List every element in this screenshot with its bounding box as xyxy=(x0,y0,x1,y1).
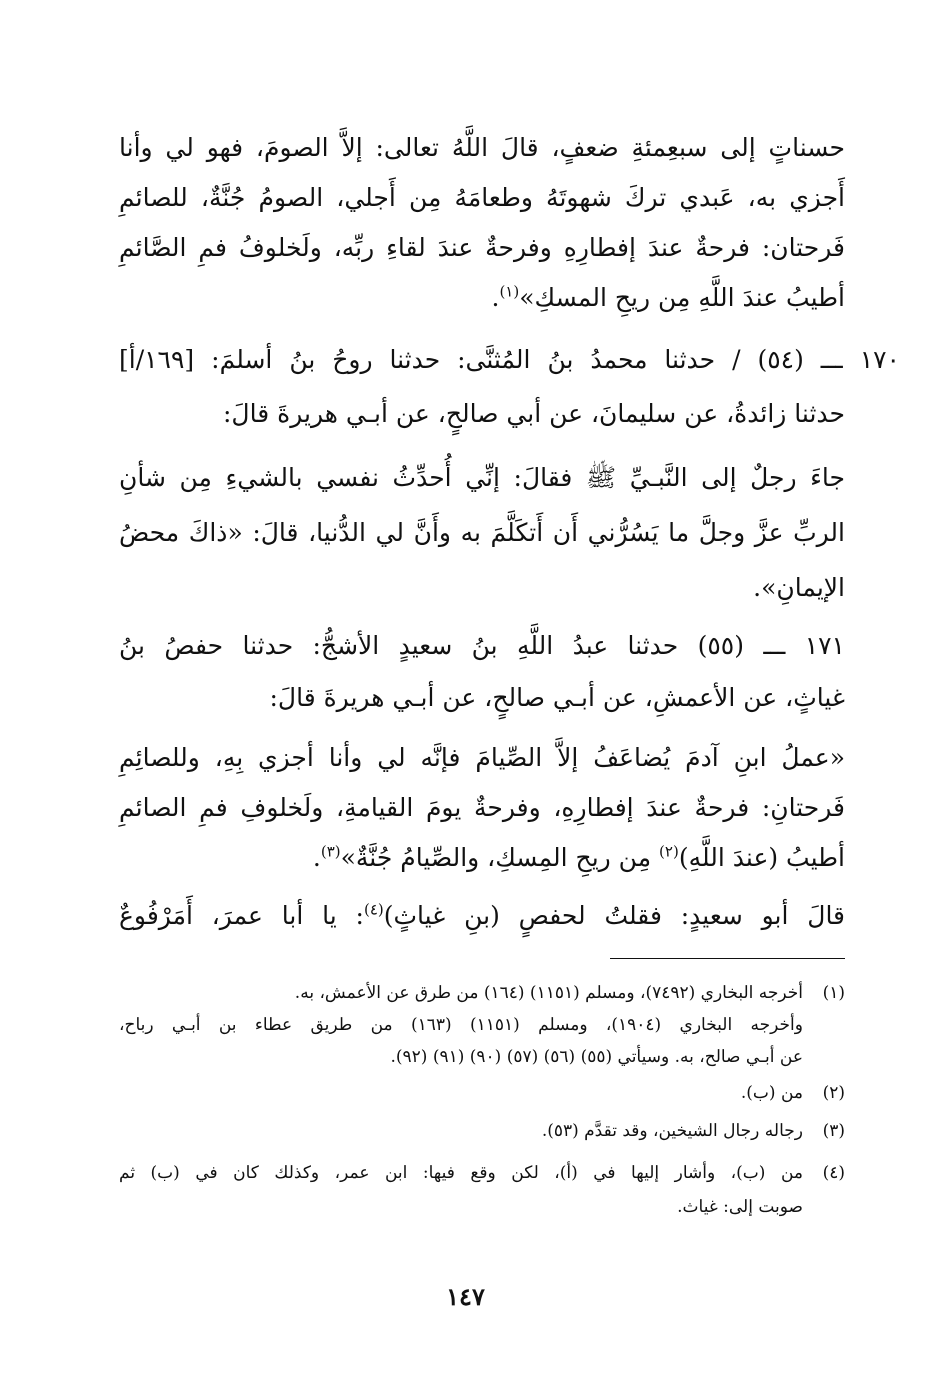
hadith-171-heading: ١٧١ ـــ (٥٥) حدثنا عبدُ اللَّهِ بنُ سعيدٍ الأشجُّ: حدثنا حفصُ بنُ xyxy=(119,631,845,660)
footnote-text: رجاله رجال الشيخين، وقد تقدَّم (٥٣). xyxy=(541,1121,803,1141)
footnote-number: (٤) xyxy=(822,1163,845,1183)
footnote-text: من (ب)، وأشار إليها في (أ)، لكن وقع فيها: ابن عمر، وكذلك كان في (ب) ثم xyxy=(119,1163,803,1183)
text-line: جاءَ رجلٌ إلى النَّبـيِّ ﷺ فقالَ: إنِّي أُحدِّثُ نفسي بالشيءِ مِن شأنِ xyxy=(119,463,845,492)
text-fragment: مِن ريحِ المِسكِ، والصِّيامُ جُنَّةٌ» xyxy=(340,843,660,872)
text-fragment: . xyxy=(312,843,321,872)
footnote-text: عن أبـي صالح، به. وسيأتي (٥٥) (٥٦) (٥٧) (٩٠) (٩١) (٩٢). xyxy=(390,1047,803,1067)
text-line xyxy=(119,838,845,878)
text-fragment: أطيبُ (عندَ اللَّهِ) xyxy=(678,843,845,872)
text-line: «عملُ ابنِ آدمَ يُضاعَفُ إلاَّ الصِّيامَ فإنَّه لي وأنا أجزي بِهِ، وللصائِمِ xyxy=(119,743,845,772)
text-fragment: أطيبُ عندَ اللَّهِ مِن ريحِ المسكِ» xyxy=(519,283,845,312)
text-line: حسناتٍ إلى سبعِمئةِ ضعفٍ، قالَ اللَّهُ تعالى: إلاَّ الصومَ، فهو لي وأنا xyxy=(119,133,845,162)
text-line: أَجزي به، عَبدي تركَ شهوتَهُ وطعامَهُ مِن أَجلي، الصومُ جُنَّةٌ، للصائمِ xyxy=(119,183,845,212)
hadith-170-chain: ١٧٠ ـــ (٥٤) / حدثنا محمدُ بنُ المُثنَّى: حدثنا روحُ بنُ أسلمَ: xyxy=(211,345,900,374)
footnote-number: (١) xyxy=(822,983,845,1003)
text-line: فَرحتان: فرحةٌ عندَ إفطارِهِ وفرحةٌ عندَ لقاءِ ربِّه، ولَخلوفُ فمِ الصَّائمِ xyxy=(119,233,845,262)
text-fragment: . xyxy=(491,283,500,312)
footnote-text: وأخرجه البخاري (١٩٠٤)، ومسلم (١١٥١) (١٦٣) من طريق عطاء بن أبـي رباح، xyxy=(119,1015,803,1035)
text-line: الربِّ عزَّ وجلَّ ما يَسُرُّني أَن أَتكَلَّمَ به وأَنَّ لي الدُّنيا، قالَ: «ذاكَ محضُ xyxy=(119,518,845,547)
manuscript-folio-marker: [١٦٩/أ] xyxy=(119,345,195,374)
text-line: حدثنا زائدةُ، عن سليمانَ، عن أبي صالحٍ، عن أبـي هريرةَ قالَ: xyxy=(223,399,845,428)
text-line xyxy=(119,278,845,318)
footnote-text: أخرجه البخاري (٧٤٩٢)، ومسلم (١١٥١) (١٦٤) من طرق عن الأعمش، به. xyxy=(294,983,803,1003)
footnote-text: صوبت إلى: غياث. xyxy=(677,1197,803,1217)
footnote-ref: (٢) xyxy=(659,842,679,861)
page-number: ١٤٧ xyxy=(446,1282,485,1311)
footnote-ref: (٤) xyxy=(363,900,384,919)
footnote-ref: (٣) xyxy=(320,842,341,861)
footnote-ref: (١) xyxy=(499,282,520,301)
text-fragment: : يا أبا عمرَ، أَمَرْفُوعٌ xyxy=(119,901,364,930)
text-line xyxy=(119,896,845,936)
footnote-text: من (ب). xyxy=(740,1083,803,1103)
footnote-number: (٣) xyxy=(822,1121,845,1141)
footnote-number: (٢) xyxy=(822,1083,845,1103)
footnote-separator xyxy=(610,958,845,959)
text-line: فَرحتانِ: فرحةٌ عندَ إفطارِهِ، وفرحةٌ يومَ القيامةِ، ولَخلوفِ فمِ الصائمِ xyxy=(119,793,845,822)
text-line: الإيمانِ». xyxy=(753,573,845,602)
hadith-170-heading xyxy=(119,340,900,380)
text-fragment: قالَ أبو سعيدٍ: فقلتُ لحفصٍ (بنِ غياثٍ) xyxy=(383,901,846,930)
text-line: غياثٍ، عن الأعمشِ، عن أبـي صالحٍ، عن أبـي هريرةَ قالَ: xyxy=(269,683,845,712)
